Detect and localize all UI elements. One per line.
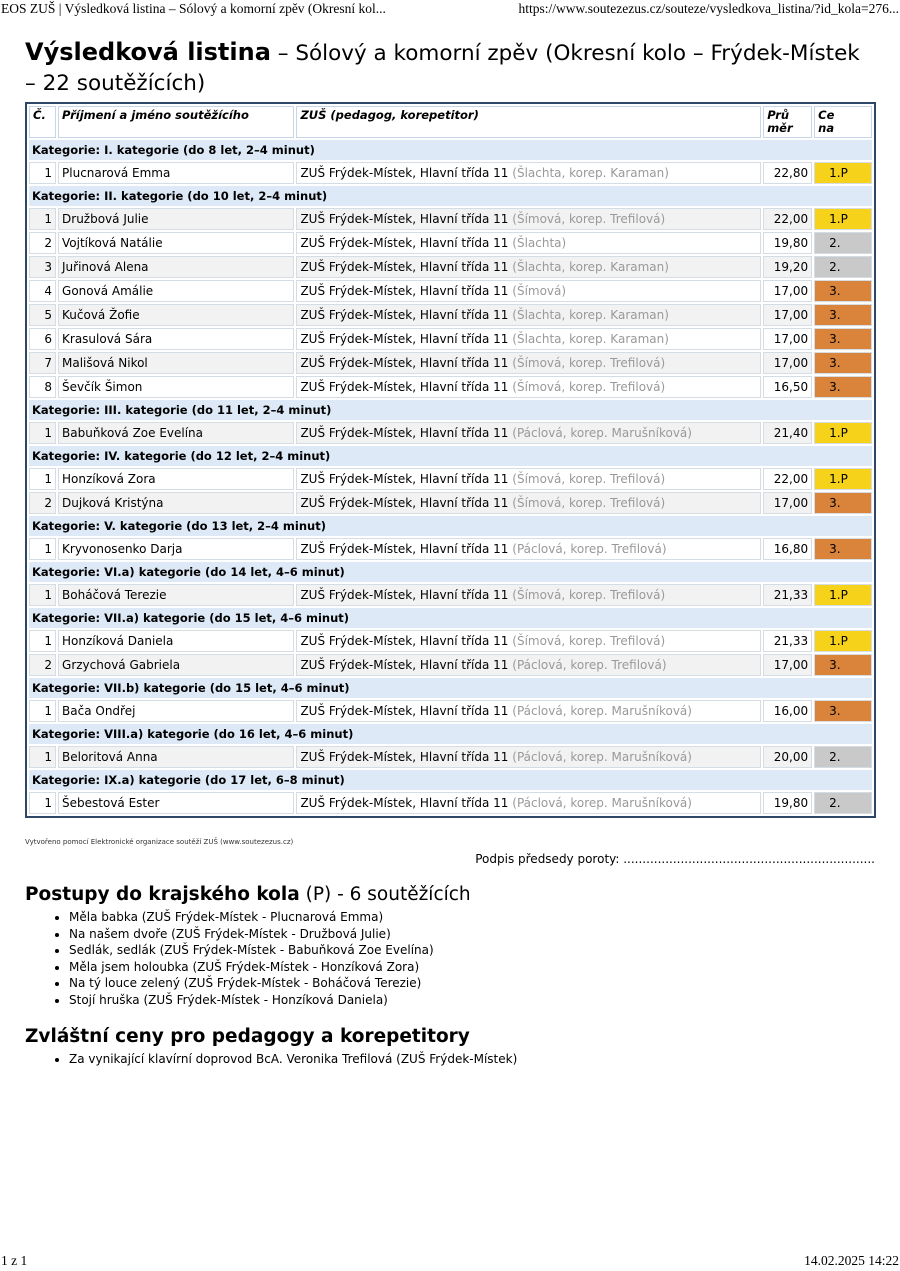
school-name: ZUŠ Frýdek-Místek, Hlavní třída 11 <box>300 472 509 486</box>
school-cell <box>296 208 761 230</box>
row-number: 2 <box>29 654 56 676</box>
teacher-name: (Šímová, korep. Trefilová) <box>512 356 666 370</box>
col-score <box>763 106 812 138</box>
prize-badge: 3. <box>814 352 872 374</box>
contestant-name: Babuňková Zoe Evelína <box>58 422 294 444</box>
special-heading-bold: Zvláštní ceny pro pedagogy a korepetitory <box>25 1026 470 1047</box>
table-row <box>29 654 872 676</box>
score-cell: 16,80 <box>763 538 812 560</box>
row-number: 2 <box>29 232 56 254</box>
school-name: ZUŠ Frýdek-Místek, Hlavní třída 11 <box>300 284 509 298</box>
score-cell: 16,50 <box>763 376 812 398</box>
prize-badge: 3. <box>814 304 872 326</box>
row-number: 1 <box>29 208 56 230</box>
category-label <box>29 678 872 698</box>
teacher-name: (Šímová, korep. Trefilová) <box>512 212 666 226</box>
school-cell <box>296 746 761 768</box>
table-header-row <box>29 106 872 138</box>
contestant-name: Ševčík Šimon <box>58 376 294 398</box>
teacher-name: (Páclová, korep. Trefilová) <box>512 658 667 672</box>
row-number: 1 <box>29 792 56 814</box>
print-datetime: 14.02.2025 14:22 <box>804 1253 899 1268</box>
school-cell <box>296 328 761 350</box>
row-number: 1 <box>29 538 56 560</box>
page-title-rest: – Sólový a komorní zpěv (Okresní kolo – Frýdek-Místek – 22 soutěžících) <box>25 41 860 96</box>
score-cell: 21,33 <box>763 630 812 652</box>
row-number: 1 <box>29 422 56 444</box>
school-name: ZUŠ Frýdek-Místek, Hlavní třída 11 <box>300 166 509 180</box>
category-label <box>29 608 872 628</box>
category-row <box>29 724 872 744</box>
category-prefix: Kategorie: <box>32 449 105 463</box>
contestant-name: Vojtíková Natálie <box>58 232 294 254</box>
teacher-name: (Šlachta, korep. Karaman) <box>512 332 669 346</box>
school-name: ZUŠ Frýdek-Místek, Hlavní třída 11 <box>300 236 509 250</box>
prize-badge: 3. <box>814 328 872 350</box>
contestant-name: Kryvonosenko Darja <box>58 538 294 560</box>
table-row <box>29 304 872 326</box>
school-cell <box>296 700 761 722</box>
col-school: ZUŠ (pedagog, korepetitor) <box>296 106 761 138</box>
row-number: 8 <box>29 376 56 398</box>
table-row <box>29 700 872 722</box>
table-row <box>29 208 872 230</box>
table-row <box>29 352 872 374</box>
category-name: VI.a) kategorie (do 14 let, 4–6 minut) <box>104 565 345 579</box>
category-name: III. kategorie (do 11 let, 2–4 minut) <box>104 403 332 417</box>
score-cell: 19,80 <box>763 792 812 814</box>
table-row <box>29 422 872 444</box>
score-cell: 17,00 <box>763 328 812 350</box>
prize-badge: 3. <box>814 492 872 514</box>
row-number: 1 <box>29 630 56 652</box>
school-cell <box>296 352 761 374</box>
table-row <box>29 280 872 302</box>
page-title-bold: Výsledková listina <box>25 38 271 66</box>
school-cell <box>296 584 761 606</box>
col-prize <box>814 106 872 138</box>
score-cell: 22,80 <box>763 162 812 184</box>
category-row <box>29 140 872 160</box>
print-footer <box>0 1253 900 1271</box>
category-name: I. kategorie (do 8 let, 2–4 minut) <box>104 143 315 157</box>
contestant-name: Mališová Nikol <box>58 352 294 374</box>
school-name: ZUŠ Frýdek-Místek, Hlavní třída 11 <box>300 496 509 510</box>
category-prefix: Kategorie: <box>32 727 105 741</box>
contestant-name: Gonová Amálie <box>58 280 294 302</box>
teacher-name: (Šímová, korep. Trefilová) <box>512 588 666 602</box>
created-note: Vytvořeno pomocí Elektronické organizace soutěží ZUŠ (www.soutezezus.cz) <box>25 838 294 846</box>
category-prefix: Kategorie: <box>32 519 105 533</box>
score-cell: 17,00 <box>763 280 812 302</box>
print-header-url: https://www.soutezezus.cz/souteze/vysledkova_listina/?id_kola=276... <box>518 1 899 16</box>
teacher-name: (Šímová, korep. Trefilová) <box>512 496 666 510</box>
score-cell: 21,40 <box>763 422 812 444</box>
row-number: 3 <box>29 256 56 278</box>
prize-badge: 2. <box>814 232 872 254</box>
category-row <box>29 608 872 628</box>
contestant-name: Bača Ondřej <box>58 700 294 722</box>
category-label <box>29 516 872 536</box>
table-row <box>29 584 872 606</box>
category-label <box>29 400 872 420</box>
teacher-name: (Páclová, korep. Trefilová) <box>512 542 667 556</box>
table-row <box>29 328 872 350</box>
col-score-l1: Prů <box>767 108 790 122</box>
prize-badge: 1.P <box>814 422 872 444</box>
category-prefix: Kategorie: <box>32 189 105 203</box>
page-title <box>25 37 875 99</box>
row-number: 1 <box>29 162 56 184</box>
print-header <box>0 0 900 18</box>
score-cell: 17,00 <box>763 654 812 676</box>
col-num: Č. <box>29 106 56 138</box>
teacher-name: (Šlachta) <box>512 236 567 250</box>
contestant-name: Grzychová Gabriela <box>58 654 294 676</box>
contestant-name: Boháčová Terezie <box>58 584 294 606</box>
teacher-name: (Šímová, korep. Trefilová) <box>512 380 666 394</box>
advances-heading <box>25 884 471 905</box>
school-cell <box>296 654 761 676</box>
contestant-name: Beloritová Anna <box>58 746 294 768</box>
prize-badge: 2. <box>814 792 872 814</box>
row-number: 1 <box>29 746 56 768</box>
score-cell: 20,00 <box>763 746 812 768</box>
teacher-name: (Šlachta, korep. Karaman) <box>512 166 669 180</box>
school-cell <box>296 538 761 560</box>
school-cell <box>296 304 761 326</box>
list-item: • Měla jsem holoubka (ZUŠ Frýdek-Místek - Honzíková Zora) <box>69 959 434 976</box>
prize-badge: 1.P <box>814 584 872 606</box>
school-name: ZUŠ Frýdek-Místek, Hlavní třída 11 <box>300 380 509 394</box>
category-row <box>29 446 872 466</box>
list-item: • Měla babka (ZUŠ Frýdek-Místek - Plucnarová Emma) <box>69 909 434 926</box>
category-name: VIII.a) kategorie (do 16 let, 4–6 minut) <box>104 727 354 741</box>
score-cell: 22,00 <box>763 468 812 490</box>
school-name: ZUŠ Frýdek-Místek, Hlavní třída 11 <box>300 356 509 370</box>
category-prefix: Kategorie: <box>32 403 105 417</box>
category-row <box>29 678 872 698</box>
score-cell: 19,80 <box>763 232 812 254</box>
contestant-name: Družbová Julie <box>58 208 294 230</box>
school-name: ZUŠ Frýdek-Místek, Hlavní třída 11 <box>300 542 509 556</box>
category-name: VII.a) kategorie (do 15 let, 4–6 minut) <box>104 611 350 625</box>
col-prize-l1: Ce <box>818 108 835 122</box>
contestant-name: Dujková Kristýna <box>58 492 294 514</box>
school-name: ZUŠ Frýdek-Místek, Hlavní třída 11 <box>300 426 509 440</box>
special-list <box>50 1051 517 1068</box>
prize-badge: 2. <box>814 256 872 278</box>
advances-list <box>50 909 434 1008</box>
list-item: • Za vynikající klavírní doprovod BcA. Veronika Trefilová (ZUŠ Frýdek-Místek) <box>69 1051 517 1068</box>
row-number: 6 <box>29 328 56 350</box>
prize-badge: 3. <box>814 700 872 722</box>
school-cell <box>296 256 761 278</box>
prize-badge: 3. <box>814 654 872 676</box>
teacher-name: (Páclová, korep. Marušníková) <box>512 750 692 764</box>
list-item: • Na našem dvoře (ZUŠ Frýdek-Místek - Družbová Julie) <box>69 926 434 943</box>
category-label <box>29 186 872 206</box>
school-cell <box>296 422 761 444</box>
category-name: VII.b) kategorie (do 15 let, 4–6 minut) <box>104 681 350 695</box>
category-name: V. kategorie (do 13 let, 2–4 minut) <box>104 519 326 533</box>
school-cell <box>296 280 761 302</box>
score-cell: 21,33 <box>763 584 812 606</box>
row-number: 1 <box>29 584 56 606</box>
prize-badge: 1.P <box>814 630 872 652</box>
special-heading <box>25 1026 470 1047</box>
prize-badge: 1.P <box>814 162 872 184</box>
category-name: II. kategorie (do 10 let, 2–4 minut) <box>104 189 328 203</box>
school-cell <box>296 630 761 652</box>
table-row <box>29 630 872 652</box>
table-row <box>29 232 872 254</box>
category-label <box>29 562 872 582</box>
school-cell <box>296 232 761 254</box>
school-name: ZUŠ Frýdek-Místek, Hlavní třída 11 <box>300 260 509 274</box>
school-cell <box>296 468 761 490</box>
category-prefix: Kategorie: <box>32 773 105 787</box>
row-number: 7 <box>29 352 56 374</box>
table-row <box>29 162 872 184</box>
prize-badge: 1.P <box>814 208 872 230</box>
col-name: Příjmení a jméno soutěžícího <box>58 106 294 138</box>
category-label <box>29 724 872 744</box>
row-number: 2 <box>29 492 56 514</box>
prize-badge: 1.P <box>814 468 872 490</box>
contestant-name: Juřinová Alena <box>58 256 294 278</box>
contestant-name: Kučová Žofie <box>58 304 294 326</box>
score-cell: 22,00 <box>763 208 812 230</box>
school-name: ZUŠ Frýdek-Místek, Hlavní třída 11 <box>300 588 509 602</box>
category-row <box>29 562 872 582</box>
score-cell: 17,00 <box>763 352 812 374</box>
table-row <box>29 468 872 490</box>
row-number: 1 <box>29 700 56 722</box>
score-cell: 17,00 <box>763 492 812 514</box>
contestant-name: Krasulová Sára <box>58 328 294 350</box>
table-row <box>29 256 872 278</box>
print-header-title: EOS ZUŠ | Výsledková listina – Sólový a komorní zpěv (Okresní kol... <box>1 1 386 16</box>
category-prefix: Kategorie: <box>32 565 105 579</box>
prize-badge: 3. <box>814 280 872 302</box>
advances-heading-rest: (P) - 6 soutěžících <box>299 884 471 905</box>
contestant-name: Plucnarová Emma <box>58 162 294 184</box>
table-row <box>29 376 872 398</box>
school-name: ZUŠ Frýdek-Místek, Hlavní třída 11 <box>300 704 509 718</box>
category-label <box>29 140 872 160</box>
col-score-l2: měr <box>767 121 793 135</box>
results-table <box>25 102 876 818</box>
school-name: ZUŠ Frýdek-Místek, Hlavní třída 11 <box>300 308 509 322</box>
school-cell <box>296 792 761 814</box>
category-name: IV. kategorie (do 12 let, 2–4 minut) <box>104 449 331 463</box>
score-cell: 19,20 <box>763 256 812 278</box>
category-row <box>29 400 872 420</box>
table-row <box>29 492 872 514</box>
contestant-name: Honzíková Daniela <box>58 630 294 652</box>
results-body <box>29 140 872 814</box>
category-row <box>29 770 872 790</box>
contestant-name: Šebestová Ester <box>58 792 294 814</box>
teacher-name: (Šlachta, korep. Karaman) <box>512 260 669 274</box>
school-name: ZUŠ Frýdek-Místek, Hlavní třída 11 <box>300 658 509 672</box>
row-number: 1 <box>29 468 56 490</box>
teacher-name: (Šímová, korep. Trefilová) <box>512 634 666 648</box>
col-prize-l2: na <box>818 121 835 135</box>
score-cell: 16,00 <box>763 700 812 722</box>
page-count: 1 z 1 <box>1 1253 28 1268</box>
category-row <box>29 516 872 536</box>
prize-badge: 3. <box>814 538 872 560</box>
advances-heading-bold: Postupy do krajského kola <box>25 884 300 905</box>
school-name: ZUŠ Frýdek-Místek, Hlavní třída 11 <box>300 750 509 764</box>
table-row <box>29 746 872 768</box>
school-name: ZUŠ Frýdek-Místek, Hlavní třída 11 <box>300 212 509 226</box>
contestant-name: Honzíková Zora <box>58 468 294 490</box>
jury-signature: Podpis předsedy poroty: .................................................................. <box>475 852 875 866</box>
teacher-name: (Šlachta, korep. Karaman) <box>512 308 669 322</box>
category-prefix: Kategorie: <box>32 143 105 157</box>
school-cell <box>296 376 761 398</box>
list-item: • Na tý louce zelený (ZUŠ Frýdek-Místek - Boháčová Terezie) <box>69 975 434 992</box>
teacher-name: (Šímová, korep. Trefilová) <box>512 472 666 486</box>
row-number: 4 <box>29 280 56 302</box>
prize-badge: 2. <box>814 746 872 768</box>
school-name: ZUŠ Frýdek-Místek, Hlavní třída 11 <box>300 332 509 346</box>
table-row <box>29 792 872 814</box>
category-name: IX.a) kategorie (do 17 let, 6–8 minut) <box>104 773 345 787</box>
teacher-name: (Páclová, korep. Marušníková) <box>512 796 692 810</box>
school-cell <box>296 492 761 514</box>
category-prefix: Kategorie: <box>32 681 105 695</box>
teacher-name: (Páclová, korep. Marušníková) <box>512 704 692 718</box>
category-row <box>29 186 872 206</box>
category-label <box>29 770 872 790</box>
teacher-name: (Šímová) <box>512 284 567 298</box>
list-item: • Sedlák, sedlák (ZUŠ Frýdek-Místek - Babuňková Zoe Evelína) <box>69 942 434 959</box>
prize-badge: 3. <box>814 376 872 398</box>
table-row <box>29 538 872 560</box>
school-name: ZUŠ Frýdek-Místek, Hlavní třída 11 <box>300 796 509 810</box>
score-cell: 17,00 <box>763 304 812 326</box>
school-cell <box>296 162 761 184</box>
category-prefix: Kategorie: <box>32 611 105 625</box>
list-item: • Stojí hruška (ZUŠ Frýdek-Místek - Honzíková Daniela) <box>69 992 434 1009</box>
category-label <box>29 446 872 466</box>
school-name: ZUŠ Frýdek-Místek, Hlavní třída 11 <box>300 634 509 648</box>
row-number: 5 <box>29 304 56 326</box>
teacher-name: (Páclová, korep. Marušníková) <box>512 426 692 440</box>
